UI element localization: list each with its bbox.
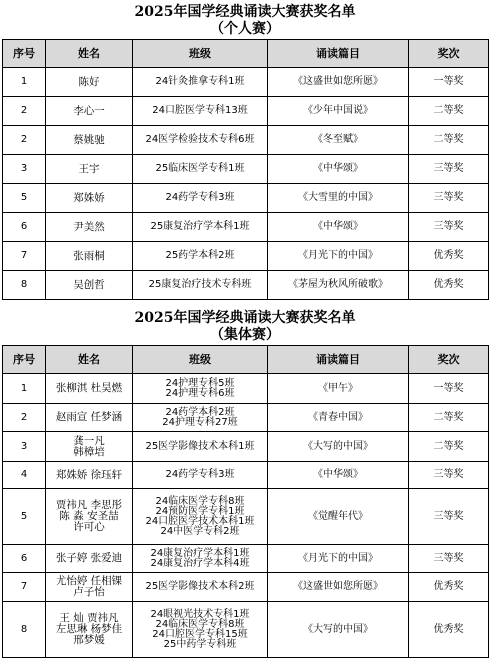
- class-name: 25药学本科2班: [133, 242, 268, 271]
- member-names-line: 张子婷 张爱迪: [55, 552, 123, 564]
- header-no: 序号: [3, 40, 46, 68]
- group-header-row: [3, 346, 489, 374]
- row-number: 3: [3, 155, 46, 184]
- row-number: 7: [3, 573, 46, 602]
- member-names-line: 尤怡婷 任相锞: [55, 575, 123, 587]
- class-name: 25康复治疗技术专科班: [133, 271, 268, 300]
- row-number: 2: [3, 97, 46, 126]
- class-line: 25医学影像技术本科2班: [145, 581, 255, 592]
- award-level: 三等奖: [409, 155, 489, 184]
- class-line: 24临床医学专科8班: [155, 618, 245, 630]
- table-row: [3, 126, 489, 155]
- recital-piece: 《冬至赋》: [268, 126, 409, 155]
- member-names-line: 陈 淼 安圣喆: [59, 510, 119, 522]
- class-line: 24康复治疗学本科4班: [150, 557, 250, 569]
- award-level: 一等奖: [409, 68, 489, 97]
- class-name: 25临床医学专科1班: [133, 155, 268, 184]
- class-line: 25中药学专科班: [163, 638, 237, 650]
- class-list: [133, 545, 268, 573]
- award-level: 一等奖: [409, 374, 489, 404]
- recital-piece: 《甲午》: [268, 374, 409, 404]
- table-row: [3, 489, 489, 545]
- award-level: 三等奖: [409, 545, 489, 573]
- member-names-line: 郑姝娇 徐珏轩: [55, 468, 123, 481]
- class-line: 24口腔医学技术本科1班: [145, 515, 255, 527]
- recital-piece: 《中华颂》: [268, 155, 409, 184]
- member-names-line: 张柳淇 杜昊燃: [55, 382, 123, 394]
- class-list: [133, 489, 268, 545]
- row-number: 6: [3, 213, 46, 242]
- individual-table: [2, 39, 489, 300]
- class-line: 24中医学专科2班: [160, 525, 240, 537]
- student-name: 尹美然: [46, 213, 133, 242]
- award-level: 二等奖: [409, 126, 489, 155]
- student-name: 陈好: [46, 68, 133, 97]
- header-award: 奖次: [409, 346, 489, 374]
- table-row: [3, 404, 489, 432]
- class-list: [133, 374, 268, 404]
- row-number: 8: [3, 271, 46, 300]
- member-names-line: 韩樟培: [73, 445, 105, 458]
- class-line: 24预防医学专科1班: [155, 505, 245, 517]
- class-list: [133, 404, 268, 432]
- class-line: 24康复治疗学本科1班: [150, 547, 250, 559]
- recital-piece: 《月光下的中国》: [268, 545, 409, 573]
- group-title: 2025年国学经典诵读大赛获奖名单: [134, 310, 356, 326]
- header-class: 班级: [133, 40, 268, 68]
- recital-piece: 《这盛世如您所愿》: [268, 68, 409, 97]
- recital-piece: 《大写的中国》: [268, 602, 409, 658]
- header-award: 奖次: [409, 40, 489, 68]
- team-members: [46, 602, 133, 658]
- team-members: [46, 573, 133, 602]
- student-name: 蔡姚驰: [46, 126, 133, 155]
- recital-piece: 《大写的中国》: [268, 432, 409, 462]
- table-row: [3, 602, 489, 658]
- student-name: 王宇: [46, 155, 133, 184]
- class-list: [133, 432, 268, 462]
- class-line: 24眼视光技术专科1班: [150, 608, 250, 620]
- recital-piece: 《中华颂》: [268, 213, 409, 242]
- header-name: 姓名: [46, 40, 133, 68]
- award-level: 三等奖: [409, 213, 489, 242]
- row-number: 2: [3, 404, 46, 432]
- class-line: 24护理专科6班: [165, 387, 235, 399]
- award-level: 优秀奖: [409, 602, 489, 658]
- class-name: 25康复治疗学本科1班: [133, 213, 268, 242]
- member-names-line: 卢子怡: [73, 586, 105, 598]
- header-piece: 诵读篇目: [268, 40, 409, 68]
- member-names-line: 邢梦媛: [73, 634, 105, 646]
- award-level: 优秀奖: [409, 573, 489, 602]
- class-list: [133, 602, 268, 658]
- team-members: [46, 374, 133, 404]
- recital-piece: 《这盛世如您所愿》: [268, 573, 409, 602]
- header-piece: 诵读篇目: [268, 346, 409, 374]
- table-row: [3, 155, 489, 184]
- group-subtitle: （集体赛）: [210, 327, 280, 343]
- class-name: 24医学检验技术专科6班: [133, 126, 268, 155]
- class-line: 24护理专科27班: [162, 416, 238, 428]
- class-line: 24药学专科3班: [165, 469, 235, 480]
- member-names-line: 左思琳 杨梦佳: [55, 623, 123, 635]
- class-list: [133, 573, 268, 602]
- row-number: 6: [3, 545, 46, 573]
- table-row: [3, 242, 489, 271]
- award-level: 二等奖: [409, 404, 489, 432]
- individual-subtitle: （个人赛）: [210, 21, 280, 37]
- class-line: 25医学影像技术本科1班: [145, 440, 255, 452]
- row-number: 2: [3, 126, 46, 155]
- team-members: [46, 404, 133, 432]
- table-row: [3, 97, 489, 126]
- recital-piece: 《少年中国说》: [268, 97, 409, 126]
- header-name: 姓名: [46, 346, 133, 374]
- recital-piece: 《青春中国》: [268, 404, 409, 432]
- award-level: 三等奖: [409, 462, 489, 489]
- team-members: [46, 432, 133, 462]
- group-table: [2, 345, 489, 658]
- header-no: 序号: [3, 346, 46, 374]
- recital-piece: 《中华颂》: [268, 462, 409, 489]
- member-names-line: 贾祎凡 李思彤: [55, 499, 123, 511]
- award-level: 优秀奖: [409, 242, 489, 271]
- member-names-line: 王 灿 贾祎凡: [59, 612, 119, 624]
- row-number: 7: [3, 242, 46, 271]
- student-name: 吴创哲: [46, 271, 133, 300]
- header-class: 班级: [133, 346, 268, 374]
- class-line: 24口腔医学专科15班: [152, 628, 248, 640]
- row-number: 1: [3, 68, 46, 97]
- class-line: 24护理专科5班: [165, 377, 235, 389]
- row-number: 5: [3, 489, 46, 545]
- table-row: [3, 68, 489, 97]
- recital-piece: 《大雪里的中国》: [268, 184, 409, 213]
- student-name: 张雨桐: [46, 242, 133, 271]
- row-number: 1: [3, 374, 46, 404]
- award-level: 三等奖: [409, 489, 489, 545]
- class-list: [133, 462, 268, 489]
- table-row: [3, 184, 489, 213]
- recital-piece: 《茅屋为秋风所破歌》: [268, 271, 409, 300]
- table-row: [3, 213, 489, 242]
- class-line: 24药学本科2班: [165, 406, 235, 418]
- team-members: [46, 489, 133, 545]
- individual-header-row: [3, 40, 489, 68]
- class-name: 24针灸推拿专科1班: [133, 68, 268, 97]
- table-row: [3, 374, 489, 404]
- award-level: 二等奖: [409, 432, 489, 462]
- class-line: 24临床医学专科8班: [155, 495, 245, 507]
- student-name: 郑姝娇: [46, 184, 133, 213]
- member-names-line: 龚一凡: [73, 434, 105, 447]
- award-level: 三等奖: [409, 184, 489, 213]
- table-row: [3, 271, 489, 300]
- award-level: 优秀奖: [409, 271, 489, 300]
- table-row: [3, 573, 489, 602]
- team-members: [46, 462, 133, 489]
- row-number: 5: [3, 184, 46, 213]
- table-row: [3, 432, 489, 462]
- table-row: [3, 545, 489, 573]
- row-number: 8: [3, 602, 46, 658]
- recital-piece: 《月光下的中国》: [268, 242, 409, 271]
- member-names-line: 许可心: [73, 521, 105, 533]
- class-name: 24口腔医学专科13班: [133, 97, 268, 126]
- individual-title: 2025年国学经典诵读大赛获奖名单: [134, 4, 356, 20]
- recital-piece: 《觉醒年代》: [268, 489, 409, 545]
- student-name: 李心一: [46, 97, 133, 126]
- member-names-line: 赵雨宣 任梦涵: [55, 411, 123, 423]
- award-level: 二等奖: [409, 97, 489, 126]
- class-name: 24药学专科3班: [133, 184, 268, 213]
- team-members: [46, 545, 133, 573]
- table-row: [3, 462, 489, 489]
- row-number: 3: [3, 432, 46, 462]
- row-number: 4: [3, 462, 46, 489]
